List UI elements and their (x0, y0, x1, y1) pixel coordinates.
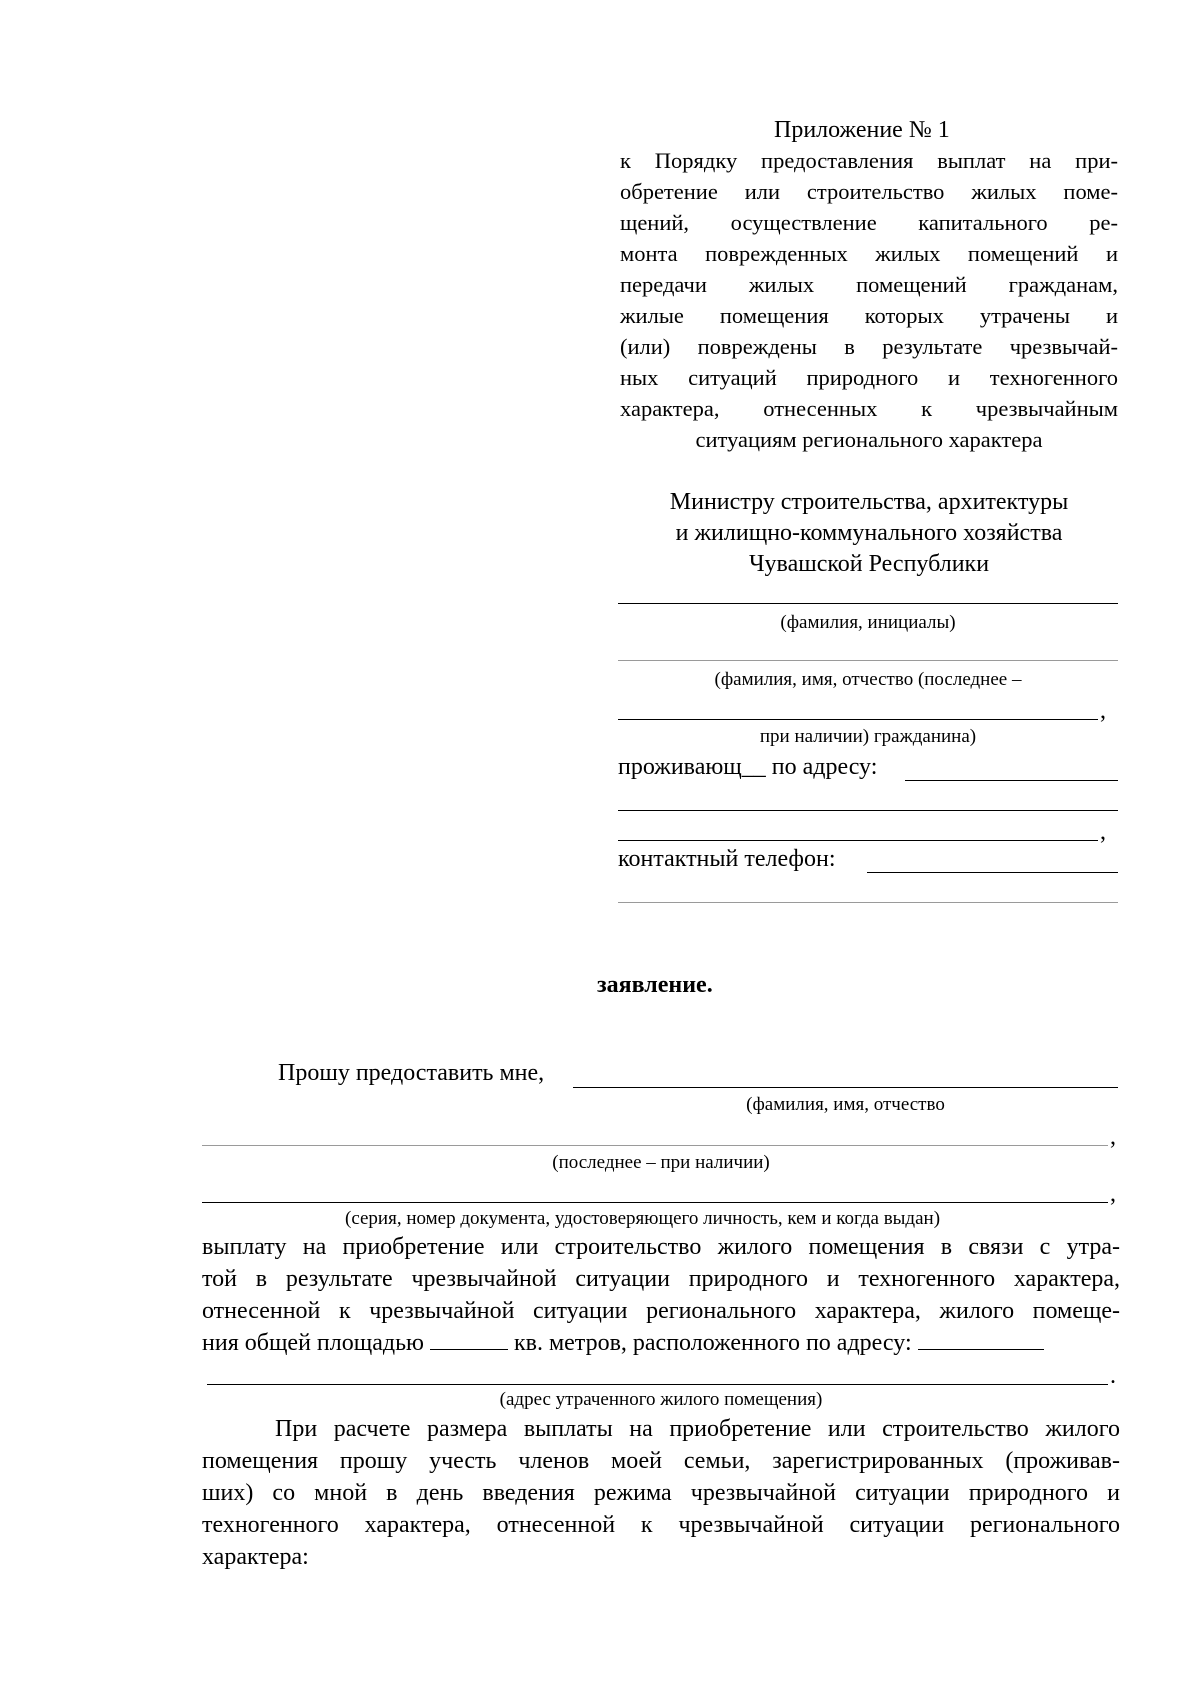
appendix-line: (или) повреждены в результате чрезвычай- (620, 334, 1118, 359)
area-prefix: ния общей площадью (202, 1330, 424, 1356)
address-field-line-1[interactable] (905, 780, 1118, 781)
fio-caption-1: (фамилия, имя, отчество (последнее – (714, 669, 1022, 690)
phone-field-line-2[interactable] (618, 902, 1118, 903)
paragraph-line: При расчете размера выплаты на приобретение или строительство жилого (275, 1416, 1120, 1442)
paragraph-line: техногенного характера, отнесенной к чрезвычайной ситуации регионального (202, 1512, 1120, 1538)
fio-field-line-2[interactable] (618, 719, 1098, 720)
phone-label: контактный телефон: (618, 846, 836, 872)
appendix-line: монта поврежденных жилых помещений и (620, 241, 1118, 266)
area-suffix: кв. метров, расположенного по адресу: (513, 1330, 912, 1356)
document-line[interactable] (202, 1202, 1108, 1203)
residing-label: проживающ__ по адресу: (618, 754, 878, 780)
appendix-description (620, 145, 1118, 455)
fio-comma: , (1100, 698, 1106, 724)
lost-address-caption: (адрес утраченного жилого помещения) (499, 1389, 823, 1410)
address-field-line-3[interactable] (618, 840, 1098, 841)
document-comma: , (1110, 1181, 1116, 1207)
initials-field-line[interactable] (618, 603, 1118, 604)
paragraph-line: ших) со мной в день введения режима чрезвычайной ситуации природного и (202, 1480, 1120, 1506)
appendix-line: передачи жилых помещений гражданам, (620, 272, 1118, 297)
document-caption: (серия, номер документа, удостоверяющего личность, кем и когда выдан) (345, 1208, 941, 1229)
lost-address-field[interactable] (918, 1327, 1044, 1350)
statement-heading: заявление. (597, 972, 713, 998)
area-line (202, 1327, 1044, 1359)
statement-paragraph-1 (202, 1231, 1120, 1327)
appendix-line: к Порядку предоставления выплат на при- (620, 148, 1118, 173)
initials-caption: (фамилия, инициалы) (780, 612, 956, 633)
paragraph-line: отнесенной к чрезвычайной ситуации регионального характера, жилого помеще- (202, 1298, 1120, 1324)
address-comma: , (1100, 819, 1106, 845)
address-field-line-2[interactable] (618, 810, 1118, 811)
request-last-caption: (последнее – при наличии) (552, 1152, 770, 1173)
appendix-line: щений, осуществление капитального ре- (620, 210, 1118, 235)
paragraph-line: той в результате чрезвычайной ситуации природного и техногенного характера, (202, 1266, 1120, 1292)
request-fio-comma: , (1110, 1124, 1116, 1150)
request-label: Прошу предоставить мне, (278, 1060, 545, 1086)
request-fio-line-2[interactable] (202, 1145, 1108, 1146)
addressee-line: и жилищно-коммунального хозяйства (675, 520, 1063, 546)
area-field[interactable] (430, 1327, 508, 1350)
appendix-line: характера, отнесенных к чрезвычайным (620, 396, 1118, 421)
lost-address-line[interactable] (207, 1384, 1108, 1385)
fio-caption-2: при наличии) гражданина) (759, 726, 977, 747)
fio-field-line-1[interactable] (618, 660, 1118, 661)
appendix-title: Приложение № 1 (774, 117, 950, 143)
phone-field-line[interactable] (867, 872, 1118, 873)
address-period: . (1110, 1363, 1116, 1389)
paragraph-line-last: характера: (202, 1544, 309, 1570)
addressee-line: Министру строительства, архитектуры (669, 489, 1069, 515)
addressee-block (620, 487, 1118, 580)
paragraph-line: помещения прошу учесть членов моей семьи, зарегистрированных (проживав- (202, 1448, 1120, 1474)
appendix-line: ных ситуаций природного и техногенного (620, 365, 1118, 390)
request-fio-line[interactable] (573, 1087, 1118, 1088)
appendix-line: жилые помещения которых утрачены и (620, 303, 1118, 328)
appendix-line-last: ситуациям регионального характера (695, 427, 1043, 452)
paragraph-line: выплату на приобретение или строительство жилого помещения в связи с утра- (202, 1234, 1120, 1260)
appendix-line: обретение или строительство жилых поме- (620, 179, 1118, 204)
addressee-line: Чувашской Республики (748, 551, 990, 577)
request-fio-caption: (фамилия, имя, отчество (746, 1094, 945, 1115)
statement-paragraph-2 (202, 1413, 1120, 1573)
